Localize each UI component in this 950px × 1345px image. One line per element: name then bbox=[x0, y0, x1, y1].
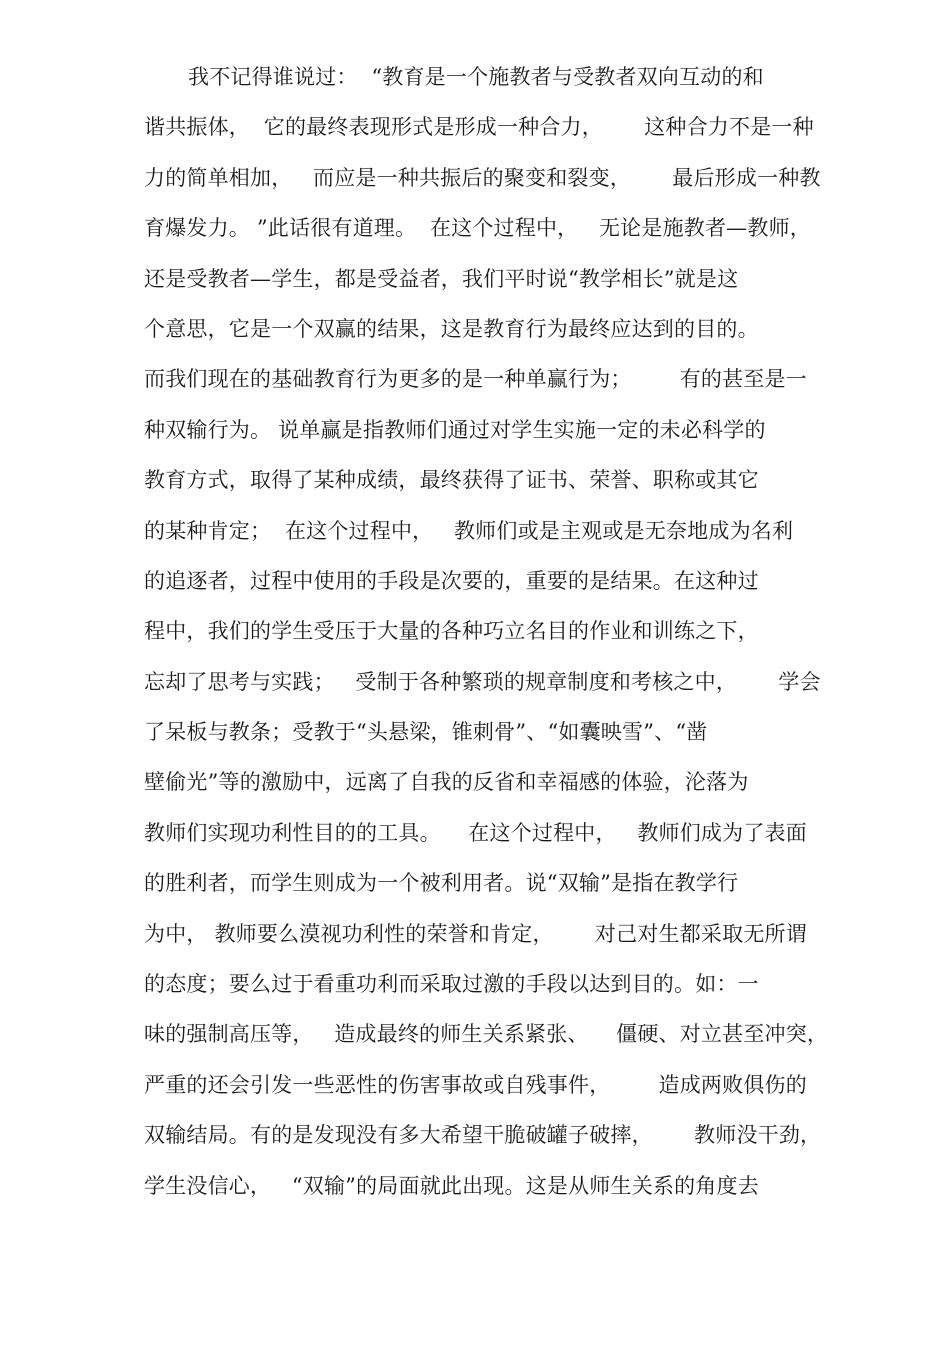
body-text bbox=[144, 58, 829, 1217]
text-line: 味的强制高压等， 造成最终的师生关系紧张、 僵硬、对立甚至冲突， bbox=[144, 1022, 829, 1047]
text-line: 程中，我们的学生受压于大量的各种巧立名目的作业和训练之下， bbox=[144, 619, 759, 644]
text-line: 还是受教者—学生，都是受益者，我们平时说“教学相长”就是这 bbox=[144, 266, 739, 291]
text-line: 谐共振体， 它的最终表现形式是形成一种合力， 这种合力不是一种 bbox=[144, 115, 814, 140]
text-line: 双输结局。有的是发现没有多大希望干脆破罐子破摔， 教师没干劲， bbox=[144, 1123, 822, 1148]
text-line: 教师们实现功利性目的的工具。 在这个过程中， 教师们成为了表面 bbox=[144, 820, 807, 845]
text-line: 了呆板与教条；受教于“头悬梁，锥刺骨”、“如囊映雪”、“凿 bbox=[144, 720, 708, 745]
text-line: 育爆发力。 ”此话很有道理。 在这个过程中， 无论是施教者—教师， bbox=[144, 216, 811, 241]
text-line: 严重的还会引发一些恶性的伤害事故或自残事件， 造成两败俱伤的 bbox=[144, 1072, 807, 1097]
text-line: 学生没信心， “双输”的局面就此出现。这是从师生关系的角度去 bbox=[144, 1173, 759, 1198]
text-line: 个意思，它是一个双赢的结果，这是教育行为最终应达到的目的。 bbox=[144, 316, 759, 341]
text-line: 忘却了思考与实践； 受制于各种繁琐的规章制度和考核之中， 学会 bbox=[144, 669, 821, 694]
text-line: 为中， 教师要么漠视功利性的荣誉和肯定， 对己对生都采取无所谓 bbox=[144, 921, 807, 946]
text-line: 种双输行为。 说单赢是指教师们通过对学生实施一定的未必科学的 bbox=[144, 417, 766, 442]
text-line: 壁偷光”等的激励中，远离了自我的反省和幸福感的体验，沦落为 bbox=[144, 770, 749, 795]
text-line: 我不记得谁说过： “教育是一个施教者与受教者双向互动的和 bbox=[188, 65, 764, 89]
text-line: 力的简单相加， 而应是一种共振后的聚变和裂变， 最后形成一种教 bbox=[144, 165, 821, 190]
text-line: 的某种肯定； 在这个过程中， 教师们或是主观或是无奈地成为名利 bbox=[144, 518, 794, 543]
text-line: 的胜利者，而学生则成为一个被利用者。说“双输”是指在教学行 bbox=[144, 871, 739, 896]
text-line: 的追逐者，过程中使用的手段是次要的，重要的是结果。在这种过 bbox=[144, 568, 759, 593]
text-line: 而我们现在的基础教育行为更多的是一种单赢行为； 有的甚至是一 bbox=[144, 367, 807, 392]
text-line: 的态度；要么过于看重功利而采取过激的手段以达到目的。如：一 bbox=[144, 972, 759, 997]
text-line: 教育方式，取得了某种成绩，最终获得了证书、荣誉、职称或其它 bbox=[144, 468, 759, 493]
